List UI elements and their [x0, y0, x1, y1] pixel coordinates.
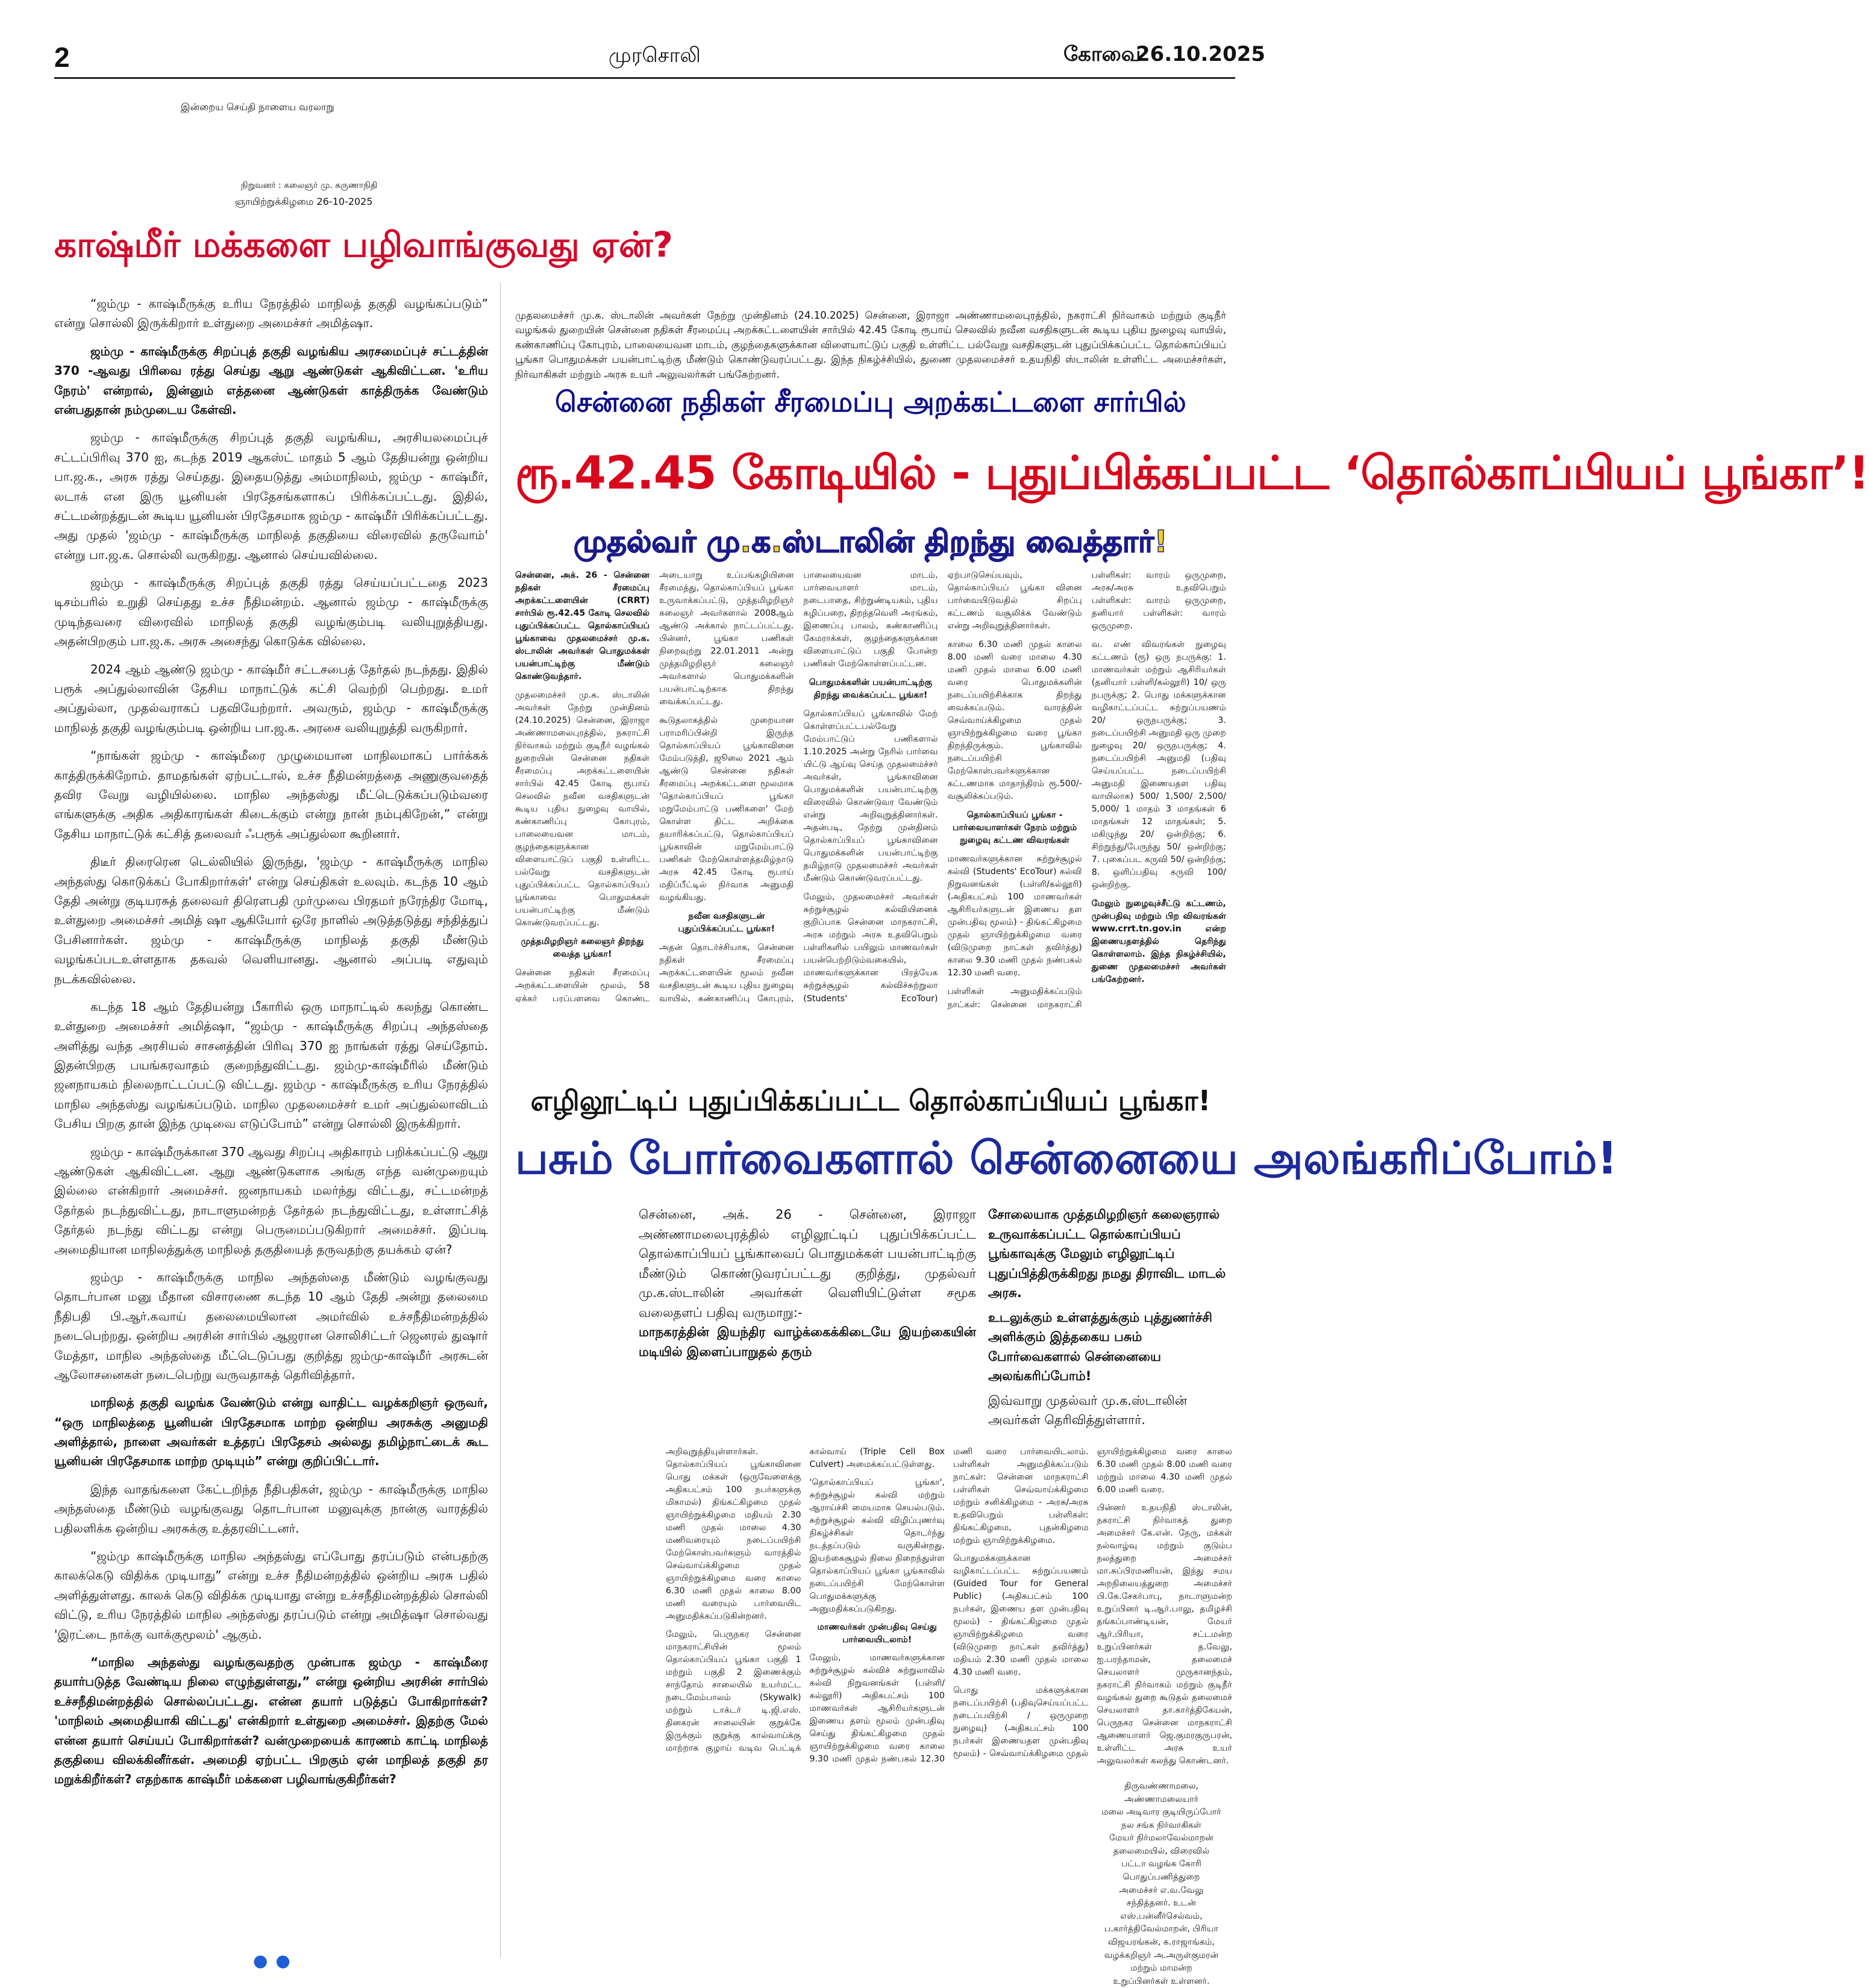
editorial-paragraph: “ஜம்மு காஷ்மீருக்கு மாநில அந்தஸ்து எப்போது தரப்படும் என்பதற்கு காலக்கெடு விதிக்க முடியாது” என்று உச்ச நீதிமன்றத்தில் ஒன்றிய அரசு பதில் அளித்துள்ளது. காலக் கெடு விதிக்க முடியாது என்று உச்சநீதிமன்றத்தில் சொல்லி விட்டு, உரிய நேரத்தில் மாநில அந்தஸ்து தரப்படும் என்று அமித்ஷா சொல்வது 'இரட்டை நாக்கு வாக்குமூலம்' ஆகும்.: [54, 1549, 488, 1642]
caption-line: மேயர் நிர்மலாவேல்மாறன்: [1109, 1833, 1213, 1843]
caption-line: அண்ணாமலையார்: [1124, 1794, 1198, 1804]
story1-subheading: பொதுமக்களின் பயன்பாட்டிற்கு திறந்து வைக்கப்பட்ட பூங்கா!: [809, 678, 933, 701]
story2-lead-text: சென்னை, அக். 26 - சென்னை, இராஜா அண்ணாமலைபுரத்தில் எழிலூட்டிப் புதுப்பிக்கப்பட்ட தொல்காப்பியப் பூங்காவைப் பொதுமக்கள் பயன்பாட்டிற்கு மீண்டும் கொண்டுவரப்பட்டது குறித்து, முதல்வர் மு.க.ஸ்டாலின் அவர்கள் வெளியிட்டுள்ள சமூக வலைதளப் பதிவு வருமாறு:-: [639, 1207, 976, 1320]
story2-headline: பசும் போர்வைகளால் சென்னையை அலங்கரிப்போம்!: [515, 1133, 1618, 1184]
story1-body: [515, 569, 1226, 1075]
caption-line: ப.கார்த்திவேல்மாறன், பிரியா: [1104, 1924, 1219, 1934]
editorial-paragraph: ஜம்மு - காஷ்மீருக்கு சிறப்புத் தகுதி ரத்து செய்யப்பட்டதை 2023 டிசம்பரில் உறுதி செய்தது உச்ச நீதிமன்றம். ஆனால் ஜம்மு - காஷ்மீருக்கு முடிந்தவரை விரைவில் மாநிலத் தகுதி வழங்கும்படி வலியுறுத்தியது. அதன்பிறகும் பா.ஜ.க. அரசு அசைந்து கொடுக்க வில்லை.: [54, 575, 488, 649]
caption-line: திருவண்ணாமலை,: [1124, 1781, 1198, 1791]
story2-paragraph: அறிவுறுத்தியுள்ளார்கள். தொல்காப்பியப் பூங்காவினை பொது மக்கள் (ஒருவேளைக்கு அதிகபட்சம் 100 நபர்களுக்கு மிகாமல்) திங்கட்கிழமை முதல் ஞாயிற்றுக்கிழமை மதியம் 2.30 மணி முதல் மாலை 4.30 மணிவரையும் நடைப்பயிற்சி மேற்கொள்பவர்களும் வாரத்தில் செவ்வாய்க்கிழமை முதல் ஞாயிற்றுக்கிழமை வரை காலை 6.30 மணி முதல் காலை 8.00 மணி வரையும் பார்வையிட அனுமதிக்கப்படுகின்றனர்.: [666, 1447, 801, 1622]
caption-line: வழக்கறிஞர் அ.அருள்குமரன்: [1104, 1950, 1219, 1960]
caption-line: மற்றும் மாமன்ற: [1130, 1963, 1192, 1974]
caption-line: பட்டா வழங்க கோரி: [1121, 1859, 1201, 1869]
editorial-title: காஷ்மீர் மக்களை பழிவாங்குவது ஏன்?: [54, 224, 674, 265]
story1-paragraph: மாணவர்களுக்கான சுற்றுச்சூழல் கல்வி (Students' EcoTour) கல்வி நிறுவனங்கள் (பள்ளி/கல்லூரி) (அதிகபட்சம் 100 மாணவர்கள் ஆசிரியர்களுடன் இணைய தள முன்பதிவு மூலம்) - திங்கட்கிழமை முதல் ஞாயிற்றுக்கிழமை வரை (விடுமுறை நாட்கள் தவிர்த்து) காலை 9.30 மணி முதல் நண்பகல் 12.30 மணி வரை.: [947, 854, 1082, 978]
editorial-paragraph: இந்த வாதங்களை கேட்டறிந்த நீதிபதிகள், ஜம்மு - காஷ்மீருக்கு மாநில அந்தஸ்தை மீண்டும் வழங்குவது தொடர்பான மனுவுக்கு நான்கு வாரத்தில் பதிலளிக்க ஒன்றிய அரசுக்கு உத்தரவிட்டனர்.: [54, 1481, 488, 1536]
story2-paragraph: பின்னர் உதயநிதி ஸ்டாலின், நகராட்சி நிர்வாகத் துறை அமைச்சர் கே.என். நேரு, மக்கள் நல்வாழ்வு மற்றும் குடும்ப நலத்துறை அமைச்சர் மா.சுப்பிரமணியன், இந்து சமய அறநிலையத்துறை அமைச்சர் பி.கே.சேகர்பாபு, நாடாளுமன்ற உறுப்பினர் டி.ஆர்.பாலு, தமிழச்சி தங்கப்பாண்டியன், மேயர் ஆர்.பிரியா, சட்டமன்ற உறுப்பினர்கள் த.வேலு, ஐ.பரந்தாமன், தலைமைச் செயலாளர் முருகானந்தம், நகராட்சி நிர்வாகம் மற்றும் குடிநீர் வழங்கல் துறை கூடுதல் தலைமைச் செயலாளர் தா.கார்த்திகேயன், பெருநகர சென்னை மாநகராட்சி ஆணையாளர் ஜெ.குமரகுருபரன், உள்ளிட்ட அரசு உயர் அலுவலர்கள் கலந்து கொண்டனர்.: [1097, 1503, 1232, 1766]
editorial-paragraph: திடீர் திரைரென டெல்லியில் இருந்து, 'ஜம்மு - காஷ்மீருக்கு மாநில அந்தஸ்து கொடுக்கப் போகிறார்கள்' என்று செய்திகள் உலவும். கடந்த 10 ஆம் தேதி அன்று குடியரசுத் தலைவர் திரௌபதி முர்முவை பிரதமர் நரேந்திர மோடி, உள்துறை அமைச்சர் அமித் ஷா ஆகியோர் ஒரே நாளில் அடுத்தடுத்து சந்தித்துப் பேசினார்கள். ஜம்மு - காஷ்மீருக்கு மாநிலத் தகுதி மீண்டும் வழங்கப்படஉள்ளதாக தகவல் வெளியானது. ஆனால் அப்படி எதுவும் நடக்கவில்லை.: [54, 854, 488, 986]
story2-lead: [639, 1205, 976, 1361]
story2-quote-attribution: இவ்வாறு முதல்வர் மு.க.ஸ்டாலின் அவர்கள் தெரிவித்துள்ளார்.: [988, 1393, 1188, 1428]
story1-subhead: முதல்வர் மு.க.ஸ்டாலின் திறந்து வைத்தார்!: [573, 524, 1168, 559]
caption-line: தலைமையில், விரைவில்: [1113, 1846, 1210, 1856]
editorial-paragraph: ஜம்மு - காஷ்மீருக்கு சிறப்புத் தகுதி வழங்கிய, அரசியலமைப்புச் சட்டப்பிரிவு 370 ஐ, கடந்த 2019 ஆகஸ்ட் மாதம் 5 ஆம் தேதியன்று ஒன்றிய பா.ஜ.க., அரசு ரத்து செய்தது. இதையடுத்து அம்மாநிலம், ஜம்மு - காஷ்மீர், லடாக் என இரு யூனியன் பிரதேசங்களாகப் பிரிக்கப்பட்டது. இதில், சட்டமன்றத்துடன் கூடிய யூனியன் பிரதேசமாக ஜம்மு - காஷ்மீர் பிரிக்கப்பட்டது. அது முதல் 'ஜம்மு - காஷ்மீருக்கு மாநிலத் தகுதியை விரைவில் தருவோம்' என்று பா.ஜ.க. சொல்லி வருகிறது. ஆனால் செய்யவில்லை.: [54, 430, 488, 562]
caption-line: விஜயரங்கன், க.ராஜாங்கம்,: [1108, 1937, 1215, 1947]
story1-paragraph: பள்ளிகள் அனுமதிக்கப்படும் நாட்கள்: சென்னை மாநகராட்சி பள்ளிகள்: வாரம் ஒருமுறை, அரசு/அரசு உதவிபெறும் பள்ளிகள்: வாரம் ஒருமுறை, தனியார் பள்ளிகள்: வாரம் ஒருமுறை.: [947, 570, 1226, 1010]
caption-line: உறுப்பினர்கள் உள்ளனர்.: [1113, 1976, 1210, 1986]
masthead-rule: [54, 77, 1235, 79]
editorial-paragraph: “ஜம்மு - காஷ்மீருக்கு உரிய நேரத்தில் மாநிலத் தகுதி வழங்கப்படும்” என்று சொல்லி இருக்கிறார் உள்துறை அமைச்சர் அமித்ஷா.: [54, 296, 488, 331]
editorial-tagline: இன்றைய செய்தி நாளைய வரலாறு: [181, 101, 334, 113]
story1-paragraph: முதலமைச்சர் மு.க. ஸ்டாலின் அவர்கள் நேற்று முன்தினம் (24.10.2025) சென்னை, இராஜா அண்ணாமலைபுரத்தில், நகராட்சி நிர்வாகம் மற்றும் குடிநீர் வழங்கல் துறையின் சென்னை நதிகள் சீரமைப்பு அறக்கட்டளையின் சார்பில் 42.45 கோடி ரூபாய் செலவில் நவீன வசதிகளுடன் கூடிய புதிய நுழைவு வாயில், கண்காணிப்பு கோபுரம், பாலையைவன மாடம், குழந்தைகளுக்கான விளையாட்டுப் பகுதி உள்ளிட்ட பல்வேறு வசதிகளுடன் புதுப்பிக்கப்பட்ட தொல்காப்பியப் பூங்காவை பொதுமக்கள் பயன்பாட்டிற்கு மீண்டும் கொண்டுவரப்பட்டது.: [515, 690, 650, 928]
story1-subheading: நவீன வசதிகளுடன் புதுப்பிக்கப்பட்ட பூங்கா!: [678, 911, 775, 934]
story1-paragraph: தொல்காப்பியப் பூங்காவில் மேற் கொள்ளப்பட்டபல்வேறு மேம்பாட்டுப் பணிகளால் 1.10.2025 அன்று நேரில் பார்வை யிட்டு ஆய்வு செய்த முதலமைச்சர் அவர்கள், பூங்காவினை பொதுமக்களின் பயன்பாட்டிற்கு விரைவில் கொண்டுவர வேண்டும் என்று அறிவுறுத்தினார்கள். அதன்படி, நேற்று முன்தினம் தொல்காப்பியப் பூங்காவினை பொதுமக்களின் பயன்பாட்டிற்கு தமிழ்நாடு முதலமைச்சர் அவர்கள் மீண்டும் கொண்டுவரப்பட்டது.: [803, 709, 938, 884]
story2-paragraph: பொது மக்களுக்கான நடைப்பயிற்சி (பதிவுசெய்யப்பட்ட நடைப்பயிற்சி / ஒருமுறை நுழைவு) (அதிகபட்சம் 100 நபர்கள் இணையதள முன்பதிவு மூலம்) - செவ்வாய்க்கிழமை முதல் ஞாயிற்றுக்கிழமை வரை காலை 6.30 மணி முதல் 8.00 மணி வரை மற்றும் மாலை 4.30 மணி முதல் 6.00 மணி வரை.: [953, 1447, 1232, 1759]
editorial-paragraph: ஜம்மு - காஷ்மீருக்கு மாநில அந்தஸ்தை மீண்டும் வழங்குவது தொடர்பான மனு மீதான விசாரணை கடந்த 10 ஆம் தேதி அன்று தலைமை நீதிபதி பி.ஆர்.கவாய் தலைமையிலான அமர்வில் உச்சநீதிமன்றத்தில் நடைபெற்றது. ஒன்றிய அரசின் சார்பில் ஆஜரான சொலிசிட்டர் ஜெனரல் துஷார் மேத்தா, மாநில அந்தஸ்தை மீட்டெடுப்பது குறித்து ஜம்மு-காஷ்மீர் அரசுடன் ஆலோசனைகள் நடைபெற்று வருவதாகத் தெரிவித்தார்.: [54, 1269, 488, 1382]
page-number: 2: [54, 42, 70, 73]
photo-caption-list: [1097, 1780, 1226, 1988]
caption-line: சந்தித்தனர். உடன்: [1126, 1898, 1197, 1908]
story1-paragraph: மேலும், முதலமைச்சர் அவர்கள் சுற்றுச்சூழல் கல்வியினைக் குறிப்பாக சென்னை மாநகராட்சி, அரசு மற்றும் அரசு உதவிபெறும் பள்ளிகளில் பயிலும் மாணவர்கள் பயன்பெற்றிடும்வகையில், மாணவர்களுக்கான பிரத்யேக சுற்றுச்சூழல் கல்விச்சுற்றுலா (Students' EcoTour) ஏற்பாடுசெய்யவும், தொல்காப்பியப் பூங்கா வினை பார்வையிடுவதில் சிறப்பு கட்டணம் வசூலிக்க வேண்டும் என்று அறிவுறுத்தினார்கள்.: [803, 570, 1082, 1004]
story2-quote-column: [988, 1205, 1229, 1435]
story1-paragraph: காலை 6.30 மணி முதல் காலை 8.00 மணி வரை மாலை 4.30 மணி முதல் மாலை 6.00 மணி வரை பொதுமக்களின் நடைப்பயிற்சிக்காக திறந்து வைக்கப்படும். வாரத்தின் செவ்வாய்க்கிழமை முதல் ஞாயிற்றுக்கிழமை வரை பூங்கா திறந்திருக்கும். பூங்காவில் நடைப்பயிற்சி மேற்கொள்பவர்களுக்கான கட்டணமாக மாதாந்திரம் ரூ.500/- வசூலிக்கப்படும்.: [947, 640, 1082, 802]
editorial-paragraph: ஜம்மு - காஷ்மீருக்கு சிறப்புத் தகுதி வழங்கிய அரசமைப்புச் சட்டத்தின் 370 -ஆவது பிரிவை ரத்து செய்து ஆறு ஆண்டுகள் ஆகிவிட்டன. 'உரிய நேரம்' என்றால், இன்னும் எத்தனை ஆண்டுகள் காத்திருக்க வேண்டும் என்பதுதான் நம்முடைய கேள்வி.: [54, 343, 488, 417]
story1-paragraph: மேலும் நுழைவுச்சீட்டு கட்டணம், முன்பதிவு மற்றும் பிற விவரங்கள் www.crrt.tn.gov.in என்ற இணையதளத்தில் தெரிந்து கொள்ளலாம். இந்த நிகழ்ச்சியில், துணை முதலமைச்சர் அவர்கள் பங்கேற்றனர்.: [1091, 899, 1226, 985]
story2-paragraph: 'தொல்காப்பியப் பூங்கா', சுற்றுச்சூழல் கல்வி மற்றும் ஆராய்ச்சி மையமாக செயல்படும். சுற்றுச்சூழல் கல்வி விழிப்புணர்வு நிகழ்ச்சிகள் தொடர்ந்து நடத்தப்படும் வருகின்றது. இயற்கைசூழல் நிலை நிறைந்துள்ள தொல்காப்பியப் பூங்கா பூங்காவில் நடைப்பயிற்சி மேற்கொள்ள பொதுமக்களுக்கு அனுமதிக்கப்படுகிறது.: [809, 1478, 945, 1614]
caption-line: நல சங்க நிர்வாகிகள்: [1121, 1820, 1201, 1830]
story1-headline: ரூ.42.45 கோடியில் - புதுப்பிக்கப்பட்ட ‘தொல்காப்பியப் பூங்கா’!: [515, 446, 1869, 499]
story1-paragraph: அதன் தொடர்ச்சியாக, சென்னை நதிகள் சீரமைப்பு அறக்கட்டளையின் மூலம் நவீன வசதிகளுடன் கூடிய புதிய நுழைவு வாயில், கண்காணிப்பு கோபுரம், பாலையைவன மாடம், பார்வையாளர் மாடம், நடைபாதை, சிற்றுண்டியகம், புதிய கழிப்பறை, திறந்தவெளி அரங்கம், இணைப்பு பாலம், கண்காணிப்பு கேமராக்கள், குழந்தைகளுக்கான விளையாட்டுப் பகுதி போன்ற பணிகள் மேற்கொள்ளப்பட்டன.: [659, 570, 938, 1004]
story1-paragraph: கூடுதலாகத்தில் முறையான பராமரிப்பின்றி இருந்த தொல்காப்பியப் பூங்காவினை மேம்படுத்தி, ஜூலை 2021 ஆம் ஆண்டு சென்னை நதிகள் சீரமைப்பு அறக்கட்டளை மூலமாக 'தொல்காப்பியப் பூங்கா மறுமேம்பாட்டு பணிகளை' மேற் கொள்ள திட்ட அறிக்கை தயாரிக்கப்பட்டு, தொல்காப்பியப் பூங்காவின் மறுமேம்பாட்டு பணிகள் மேற்கொள்ளத்தமிழ்நாடு அரசு 42.45 கோடி ரூபாய் மதிப்பீட்டில் நிர்வாக அனுமதி வழங்கியது.: [659, 716, 794, 903]
editorial-paragraph: “நாங்கள் ஜம்மு - காஷ்மீரை முழுமையான மாநிலமாகப் பார்க்கக் காத்திருக்கிறோம். தாமதங்கள் ஏற்பட்டால், உச்ச நீதிமன்றத்தை அணுகுவதைத் தவிர வேறு வழியில்லை. மாநில அந்தஸ்து மீட்டெடுக்கப்படும்வரை எங்களுக்கு அதிக அதிகாரங்கள் கிடைக்கும் என்று நான் நம்புகிறேன்,” என்று தேசிய மாநாட்டுக் கட்சித் தலைவர் ஃபரூக் அப்துல்லா கூறினார்.: [54, 748, 488, 841]
edition-date: 26.10.2025: [1136, 42, 1266, 66]
editorial-paragraph: 2024 ஆம் ஆண்டு ஜம்மு - காஷ்மீர் சட்டசபைத் தேர்தல் நடந்தது. இதில் பரூக் அப்துல்லாவின் தேசிய மாநாட்டுக் கட்சி வெற்றி பெற்றது. உமர் அப்துல்லா, முதல்வராகப் பதவியேற்றார். அவரும், ஜம்மு - காஷ்மீருக்கு மாநிலத் தகுதி வழங்கும்படி ஒன்றிய பா.ஜ.க. அரசை வலியுறுத்தி வருகிறார்.: [54, 661, 488, 735]
story2-subheading: மாணவர்கள் முன்பதிவு செய்து பார்வையிடலாம்!: [817, 1622, 937, 1645]
story1-kicker: சென்னை நதிகள் சீரமைப்பு அறக்கட்டளை சார்பில்: [555, 386, 1186, 418]
editorial-paragraph: கடந்த 18 ஆம் தேதியன்று பீகாரில் ஒரு மாநாட்டில் கலந்து கொண்ட உள்துறை அமைச்சர் அமித்ஷா, “ஜம்மு - காஷ்மீருக்கு சிறப்பு அந்தஸ்தை அளித்து வந்த அரசியல் சாசனத்தின் பிரிவு 370 ஐ நாங்கள் ரத்து செய்தோம். இதன்பிறகு பயங்கரவாதம் குறைந்துவிட்டது. ஜம்மு-காஷ்மீரில் மீண்டும் ஜனநாயகம் நிலைநாட்டப்பட்டு விட்டது. ஜம்மு - காஷ்மீருக்கு உரிய நேரத்தில் மாநில அந்தஸ்து வழங்கப்படும். மாநில முதலமைச்சர் உமர் அப்துல்லாவிடம் பேசிய பிறகு தான் இந்த முடிவை எடுப்போம்” என்று சொல்லி இருக்கிறார்.: [54, 999, 488, 1131]
edition-city: கோவை: [1063, 42, 1141, 66]
newspaper-name: முரசொலி: [609, 43, 701, 67]
story1-subheading: தொல்காப்பியப் பூங்கா - பார்வையாளர்கள் நேரம் மற்றும் நுழைவு கட்டண விவரங்கள்: [953, 810, 1077, 846]
editorial-date: ஞாயிற்றுக்கிழமை 26-10-2025: [235, 196, 373, 207]
column-divider: [500, 283, 501, 1958]
end-mark: ● ●: [253, 1951, 292, 1971]
story2-paragraph: பொதுமக்களுக்கான வழிகாட்டப்பட்ட சுற்றுப்பயணம் (Guided Tour for General Public) (அதிகபட்சம் 100 நபர்கள், இணைய தள முன்பதிவு மூலம்) - திங்கட்கிழமை முதல் ஞாயிற்றுக்கிழமை வரை (விடுமுறை நாட்கள் தவிர்த்து) மதியம் 2.30 மணி முதல் மாலை 4.30 மணி வரை.: [953, 1554, 1089, 1678]
story2-subhead: எழிலூட்டிப் புதுப்பிக்கப்பட்ட தொல்காப்பியப் பூங்கா!: [530, 1084, 1211, 1117]
story2-quote-part1: சோலையாக முத்தமிழறிஞர் கலைஞரால் உருவாக்கப்பட்ட தொல்காப்பியப் பூங்காவுக்கு மேலும் எழிலூட்டிப் புதுப்பித்திருக்கிறது நமது திராவிட மாடல் அரசு.: [988, 1207, 1226, 1301]
story2-body: [666, 1446, 1232, 1780]
story2-quote-part2: உடலுக்கும் உள்ளத்துக்கும் புத்துணர்ச்சி அளிக்கும் இத்தகைய பசும் போர்வைகளால் சென்னையை அலங்கரிப்போம்!: [988, 1310, 1212, 1384]
caption-line: பொதுப்பணித்துறை: [1122, 1872, 1200, 1883]
editorial-paragraph: ஜம்மு - காஷ்மீருக்கான 370 ஆவது சிறப்பு அதிகாரம் பறிக்கப்பட்டு ஆறு ஆண்டுகள் ஆகிவிட்டன. ஆறு ஆண்டுகளாக அங்கு எந்த வன்முறையும் இல்லை என்கிறார் அமைச்சர். ஜனநாயகம் மலர்ந்து விட்டது, சட்டமன்றத் தேர்தல் நடந்துவிட்டது, நாடாளுமன்றத் தேர்தல் நடந்துவிட்டது, உள்ளாட்சித் தேர்தல் நடந்து விட்டது என்று பெருமைப்படுகிறார் அமைச்சர். இப்படி அமைதியான மாநிலத்துக்கு மாநிலத் தகுதியைத் தருவதற்கு தயக்கம் ஏன்?: [54, 1144, 488, 1257]
caption-line: அமைச்சர் எ.வ.வேலு: [1119, 1885, 1204, 1895]
story1-subheading: முத்தமிழறிஞர் கலைஞர் திறந்து வைத்த பூங்கா!: [521, 937, 644, 960]
story1-paragraph: சென்னை, அக். 26 - சென்னை நதிகள் சீரமைப்பு அறக்கட்டளையின் (CRRT) சார்பில் ரூ.42.45 கோடி செலவில் புதுப்பிக்கப்பட்ட தொல்காப்பியப் பூங்காவை முதலமைச்சர் மு.க. ஸ்டாலின் அவர்கள் பொதுமக்கள் பயன்பாட்டிற்கு மீண்டும் கொண்டுவந்தார்.: [515, 570, 650, 682]
editorial-paragraph: மாநிலத் தகுதி வழங்க வேண்டும் என்று வாதிட்ட வழக்கறிஞர் ஒருவர், “ஒரு மாநிலத்தை யூனியன் பிரதேசமாக மாற்ற ஒன்றிய அரசுக்கு அனுமதி அளித்தால், நாளை அவர்கள் உத்தரப் பிரதேசம் அல்லது தமிழ்நாட்டைக் கூட யூனியன் பிரதேசமாக மாற்ற முடியும்” என்று குறிப்பிட்டார்.: [54, 1395, 488, 1469]
caption-line: மலை அடிவார குடியிருப்போர்: [1101, 1807, 1221, 1818]
editorial-paragraph: “மாநில அந்தஸ்து வழங்குவதற்கு முன்பாக ஜம்மு - காஷ்மீரை தயார்படுத்த வேண்டிய நிலை எழுந்துள்ளது,” என்று ஒன்றிய அரசின் சார்பில் உச்சநீதிமன்றத்தில் சொல்லப்பட்டது. என்ன தயார் படுத்தப் போகிறார்கள்? 'மாநிலம் அமைதியாகி விட்டது' என்கிறார் உள்துறை அமைச்சர். இதற்கு மேல் என்ன தயார் செய்யப் போகிறார்கள்? வன்முறையைக் காரணம் காட்டி மாநிலத் தகுதியை விலக்கினீர்கள். அமைதி ஏற்பட்ட பிறகும் ஏன் மாநிலத் தகுதி தர மறுக்கிறீர்கள்? எதற்காக காஷ்மீர் மக்களை பழிவாங்குகிறீர்கள்?: [54, 1655, 488, 1787]
caption-line: எஸ்.பன்னீர்செல்வம்,: [1120, 1911, 1203, 1921]
story1-paragraph: வ. எண் விவரங்கள் நுழைவு கட்டணம் (ரூ) ஒரு நபருக்கு: 1. மாணவர்கள் மற்றும் ஆசிரியர்கள் (தனியார் பள்ளி/கல்லூரி) 10/ ஒரு நபருக்கு; 2. பொது மக்களுக்கான வழிகாட்டப்பட்ட சுற்றுப்பயணம் 20/ ஒருநபருக்கு; 3. நடைப்பயிற்சி அனுமதி ஒரு முறை நுழைவு 20/ ஒருநபருக்கு; 4. நடைப்பயிற்சி அனுமதி (பதிவு செய்யப்பட்ட நடைப்பயிற்சி அனுமதி இணையதள பதிவு வாயிலாக) 500/ 1,500/ 2,500/ 5,000/ 1 மாதம் 3 மாதங்கள் 6 மாதங்கள் 12 மாதங்கள்; 5. மகிழுந்து 20/ ஒன்றிற்கு; 6. சிற்றுந்து/பேருந்து 50/ ஒன்றிற்கு; 7. புகைப்பட கருவி 50/ ஒன்றிற்கு; 8. ஒளிப்பதிவு கருவி 100/ ஒன்றிற்கு.: [1091, 640, 1226, 890]
story1-paragraph: சென்னை நதிகள் சீரமைப்பு அறக்கட்டளையின் மூலம், 58 ஏக்கர் பரப்பளவை கொண்ட அடையாறு உப்பங்கழியினை சீரமைத்து, தொல்காப்பியப் பூங்கா உருவாக்கப்பட்டு, முத்தமிழறிஞர் கலைஞர் அவர்களால் 2008ஆம் ஆண்டு அக்கால் நாட்டப்பட்டது. பின்னர், பூங்கா பணிகள் நிறைவுற்று 22.01.2011 அன்று முத்தமிழறிஞர் கலைஞர் அவர்களால் பொதுமக்களின் பயன்பாட்டிற்காக திறந்து வைக்கப்பட்டது.: [515, 570, 794, 1004]
editorial-founder: நிறுவனர் : கலைஞர் மு. கருணாநிதி: [241, 181, 378, 190]
photo-caption: முதலமைச்சர் மு.க. ஸ்டாலின் அவர்கள் நேற்று முன்தினம் (24.10.2025) சென்னை, இராஜா அண்ணாமலைபுரத்தில், நகராட்சி நிர்வாகம் மற்றும் குடிநீர் வழங்கல் துறையின் சென்னை நதிகள் சீரமைப்பு அறக்கட்டளையின் சார்பில் 42.45 கோடி ரூபாய் செலவில் நவீன வசதிகளுடன் கூடிய புதிய நுழைவு வாயில், கண்காணிப்பு கோபுரம், பாலையைவன மாடம், குழந்தைகளுக்கான விளையாட்டுப் பகுதி உள்ளிட்ட பல்வேறு வசதிகளுடன் புதுப்பிக்கப்பட்ட தொல்காப்பியப் பூங்கா பொதுமக்கள் பயன்பாட்டிற்கு மீண்டும் கொண்டுவரப்பட்டது. இந்த நிகழ்ச்சியில், துணை முதலமைச்சர் உதயநிதி ஸ்டாலின் உள்ளிட்ட அமைச்சர்கள், நிர்வாகிகள் மற்றும் அரசு உயர் அலுவலர்கள் பங்கேற்றனர்.: [515, 310, 1226, 380]
story2-paragraph: மேலும், மாணவர்களுக்கான சுற்றுச்சூழல் கல்விச் சுற்றுலாவில் கல்வி நிறுவனங்கள் (பள்ளி/கல்லூரி) அதிகபட்சம் 100 மாணவர்கள் ஆசிரியர்களுடன் இணைய தளம் மூலம் முன்பதிவு செய்து திங்கட்கிழமை முதல் ஞாயிற்றுக்கிழமை வரை காலை 9.30 மணி முதல் நண்பகல் 12.30 மணி வரை பார்வையிடலாம். பள்ளிகள் அனுமதிக்கப்படும் நாட்கள்: சென்னை மாநகராட்சி பள்ளிகள் செவ்வாய்க்கிழமை மற்றும் சனிக்கிழமை - அரசு/அரசு உதவிபெறும் பள்ளிகள்: திங்கட்கிழமை, புதன்கிழமை மற்றும் ஞாயிற்றுக்கிழமை.: [809, 1447, 1089, 1765]
editorial-body: [54, 294, 488, 1951]
story2-paragraph: மேலும், பெருநகர சென்னை மாநகராட்சியின் மூலம் தொல்காப்பியப் பூங்கா பகுதி 1 மற்றும் பகுதி 2 இணைக்கும் சாந்தோம் சாலையில் உயர்மட்ட நடைமேம்பாலம் (Skywalk) மற்றும் டாக்டர் டி.ஜி.எஸ். தினகரன் சாலையின் குறுக்கே இருக்கும் குறுக்கு கால்வாய்க்கு மாற்றாக குழாய் வடிவ பெட்டிக் கால்வாய் (Triple Cell Box Culvert) அமைக்கப்பட்டுள்ளது.: [666, 1447, 945, 1754]
story2-lead-quote: மாநகரத்தின் இயந்திர வாழ்க்கைக்கிடையே இயற்கையின் மடியில் இளைப்பாறுதல் தரும்: [639, 1325, 976, 1359]
